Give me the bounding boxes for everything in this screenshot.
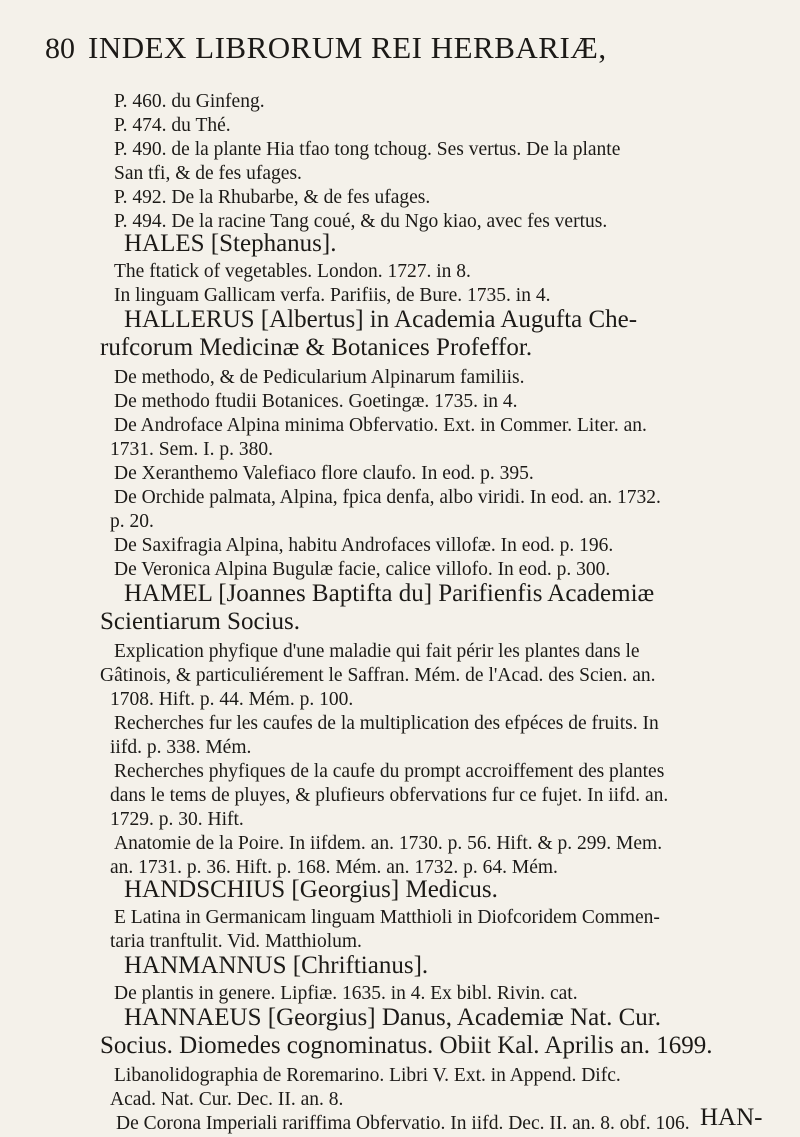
catchword: HAN- bbox=[700, 1104, 763, 1131]
author-heading: HALLERUS [Albertus] in Academia Augufta Che- bbox=[124, 306, 638, 333]
text-line: De Androface Alpina minima Obfervatio. Ext. in Commer. Liter. an. bbox=[114, 415, 647, 436]
text-line: an. 1731. p. 36. Hift. p. 168. Mém. an. 1732. p. 64. Mém. bbox=[110, 857, 558, 878]
text-line: 1708. Hift. p. 44. Mém. p. 100. bbox=[110, 689, 354, 710]
text-line: p. 20. bbox=[110, 511, 154, 532]
text-line: P. 460. du Ginfeng. bbox=[114, 91, 265, 112]
text-line: P. 492. De la Rhubarbe, & de fes ufages. bbox=[114, 187, 431, 208]
text-line: P. 494. De la racine Tang coué, & du Ngo kiao, avec fes vertus. bbox=[114, 211, 608, 232]
text-line: De methodo ftudii Botanices. Goetingæ. 1735. in 4. bbox=[114, 391, 518, 412]
text-line: De methodo, & de Pedicularium Alpinarum familiis. bbox=[114, 367, 525, 388]
text-line: E Latina in Germanicam linguam Matthioli in Diofcoridem Commen- bbox=[114, 907, 660, 928]
text-line: 1731. Sem. I. p. 380. bbox=[110, 439, 274, 460]
text-line: De Saxifragia Alpina, habitu Androfaces villofæ. In eod. p. 196. bbox=[114, 535, 614, 556]
text-line: Anatomie de la Poire. In iifdem. an. 1730. p. 56. Hift. & p. 299. Mem. bbox=[114, 833, 663, 854]
text-line: Acad. Nat. Cur. Dec. II. an. 8. bbox=[110, 1089, 344, 1110]
text-line: P. 490. de la plante Hia tfao tong tchoug. Ses vertus. De la plante bbox=[114, 139, 621, 160]
text-line: rufcorum Medicinæ & Botanices Profeffor. bbox=[100, 334, 533, 361]
text-line: Libanolidographia de Roremarino. Libri V. Ext. in Append. Difc. bbox=[114, 1065, 621, 1086]
text-line: taria tranftulit. Vid. Matthiolum. bbox=[110, 931, 362, 952]
text-line: Gâtinois, & particuliérement le Saffran. Mém. de l'Acad. des Scien. an. bbox=[100, 665, 656, 686]
text-line: De plantis in genere. Lipfiæ. 1635. in 4. Ex bibl. Rivin. cat. bbox=[114, 983, 578, 1004]
author-heading: HANDSCHIUS [Georgius] Medicus. bbox=[124, 876, 498, 903]
author-heading: HANNAEUS [Georgius] Danus, Academiæ Nat. Cur. bbox=[124, 1004, 661, 1031]
text-line: De Xeranthemo Valefiaco flore claufo. In eod. p. 395. bbox=[114, 463, 534, 484]
author-heading: HALES [Stephanus]. bbox=[124, 230, 337, 257]
text-line: De Corona Imperiali rariffima Obfervatio. In iifd. Dec. II. an. 8. obf. 106. bbox=[116, 1113, 690, 1134]
author-heading: HAMEL [Joannes Baptifta du] Parifienfis Academiæ bbox=[124, 580, 655, 607]
text-line: De Orchide palmata, Alpina, fpica denfa, albo viridi. In eod. an. 1732. bbox=[114, 487, 661, 508]
text-line: iifd. p. 338. Mém. bbox=[110, 737, 252, 758]
text-line: Socius. Diomedes cognominatus. Obiit Kal. Aprilis an. 1699. bbox=[100, 1032, 713, 1059]
page-number: 80 bbox=[45, 32, 75, 65]
text-line: In linguam Gallicam verfa. Parifiis, de Bure. 1735. in 4. bbox=[114, 285, 551, 306]
text-line: P. 474. du Thé. bbox=[114, 115, 231, 136]
author-heading: HANMANNUS [Chriftianus]. bbox=[124, 952, 429, 979]
text-line: Scientiarum Socius. bbox=[100, 608, 300, 635]
text-line: San tfi, & de fes ufages. bbox=[114, 163, 302, 184]
text-line: De Veronica Alpina Bugulæ facie, calice villofo. In eod. p. 300. bbox=[114, 559, 611, 580]
text-line: Explication phyfique d'une maladie qui fait périr les plantes dans le bbox=[114, 641, 640, 662]
text-line: Recherches fur les caufes de la multiplication des efpéces de fruits. In bbox=[114, 713, 659, 734]
running-head: INDEX LIBRORUM REI HERBARIÆ, bbox=[88, 30, 607, 65]
text-line: Recherches phyfiques de la caufe du prompt accroiffement des plantes bbox=[114, 761, 665, 782]
text-line: dans le tems de pluyes, & plufieurs obfervations fur ce fujet. In iifd. an. bbox=[110, 785, 669, 806]
text-line: The ftatick of vegetables. London. 1727. in 8. bbox=[114, 261, 471, 282]
text-line: 1729. p. 30. Hift. bbox=[110, 809, 244, 830]
